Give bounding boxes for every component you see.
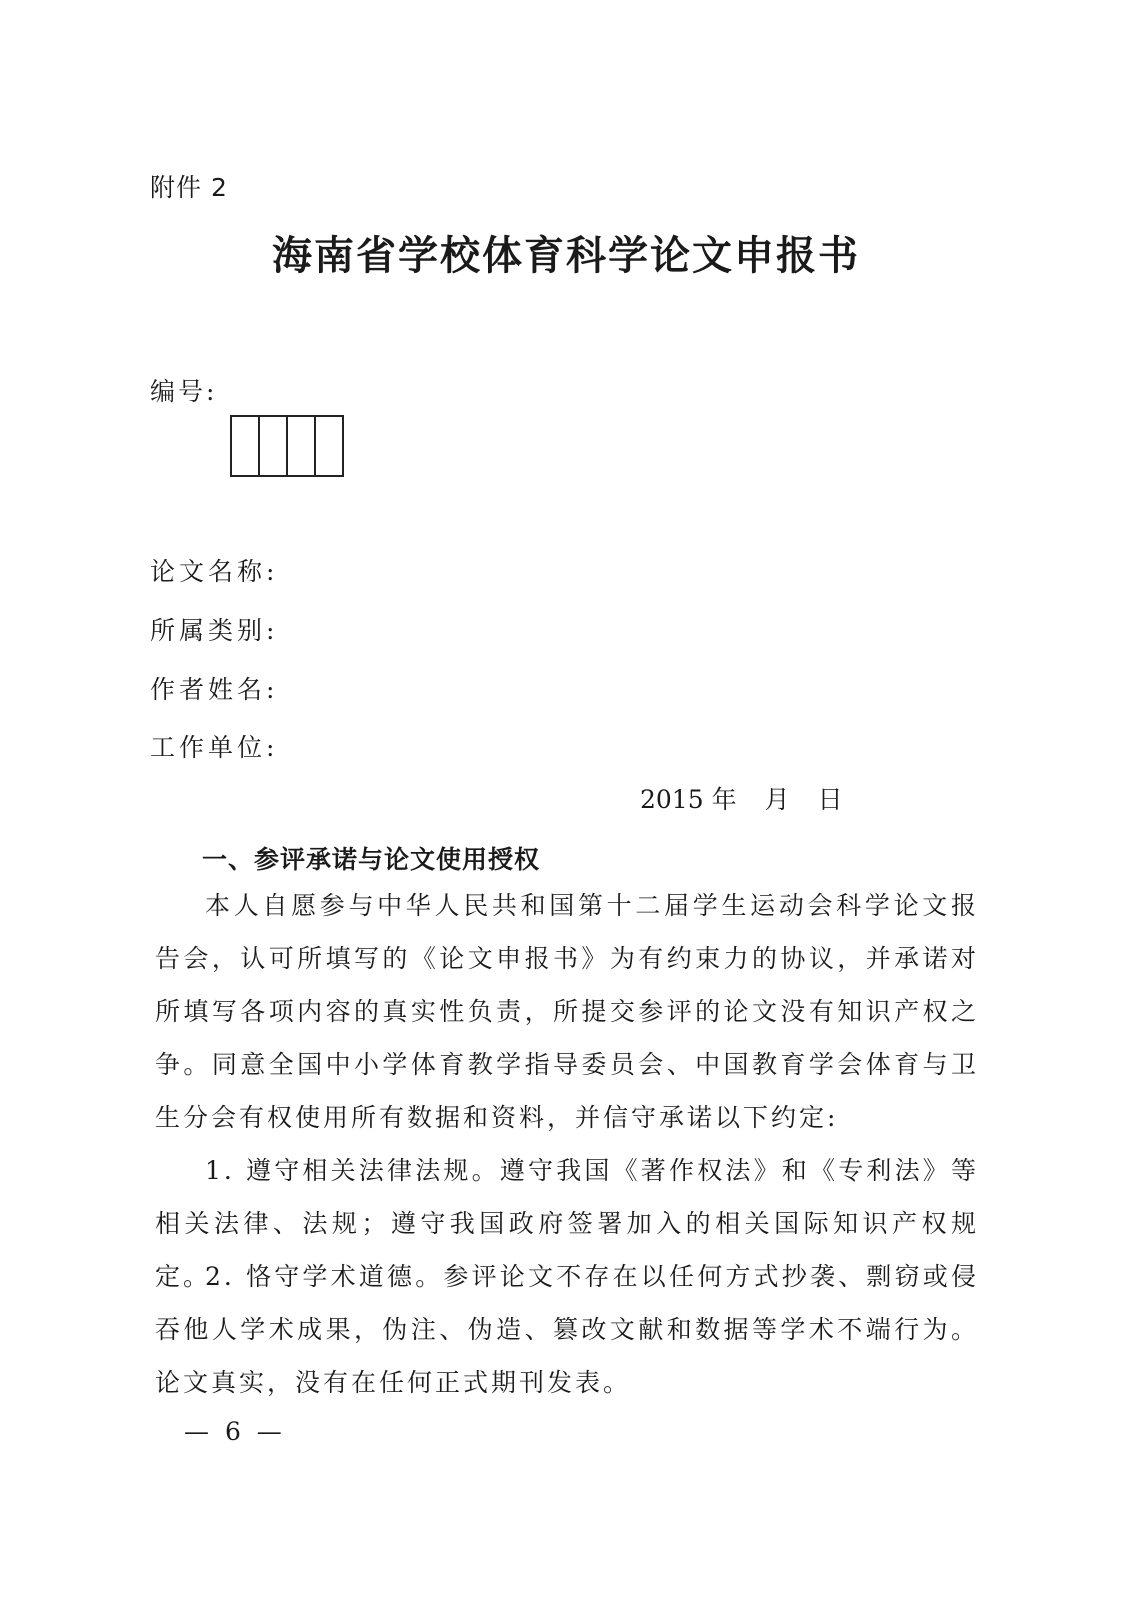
date-day: 日 — [817, 785, 843, 814]
date-year: 2015 年 — [640, 785, 737, 814]
serial-number-boxes — [230, 415, 344, 477]
field-label-work-unit: 工作单位: — [150, 733, 279, 762]
serial-box[interactable] — [288, 417, 316, 475]
field-label-author-name: 作者姓名: — [150, 675, 279, 704]
serial-box[interactable] — [316, 417, 342, 475]
clause-2 — [155, 1250, 979, 1409]
date-line — [640, 780, 843, 816]
serial-number-label: 编号: — [150, 377, 218, 406]
paragraph-text: 1. 遵守相关法律法规。遵守我国《著作权法》和《专利法》等相关法律、法规；遵守我国政府签署加入的相关国际知识产权规定。 — [155, 1156, 979, 1291]
serial-box[interactable] — [260, 417, 288, 475]
document-title: 海南省学校体育科学论文申报书 — [272, 232, 860, 279]
section-heading: 一、参评承诺与论文使用授权 — [202, 845, 541, 874]
serial-box[interactable] — [232, 417, 260, 475]
date-month: 月 — [764, 785, 790, 814]
field-label-category: 所属类别: — [150, 616, 279, 645]
page-number: — 6 — — [184, 1417, 286, 1446]
field-label-paper-title: 论文名称: — [150, 557, 279, 586]
paragraph-text: 本人自愿参与中华人民共和国第十二届学生运动会科学论文报告会，认可所填写的《论文申报书》为有约束力的协议，并承诺对所填写各项内容的真实性负责，所提交参评的论文没有知识产权之争。同意全国中小学体育教学指导委员会、中国教育学会体育与卫生分会有权使用所有数据和资料，并信守承诺以下约定: — [155, 891, 979, 1132]
commitment-paragraph — [155, 879, 979, 1144]
attachment-label: 附件 2 — [150, 173, 228, 202]
paragraph-text: 2. 恪守学术道德。参评论文不存在以任何方式抄袭、剽窃或侵吞他人学术成果，伪注、伪造、篡改文献和数据等学术不端行为。论文真实，没有在任何正式期刊发表。 — [155, 1262, 979, 1397]
